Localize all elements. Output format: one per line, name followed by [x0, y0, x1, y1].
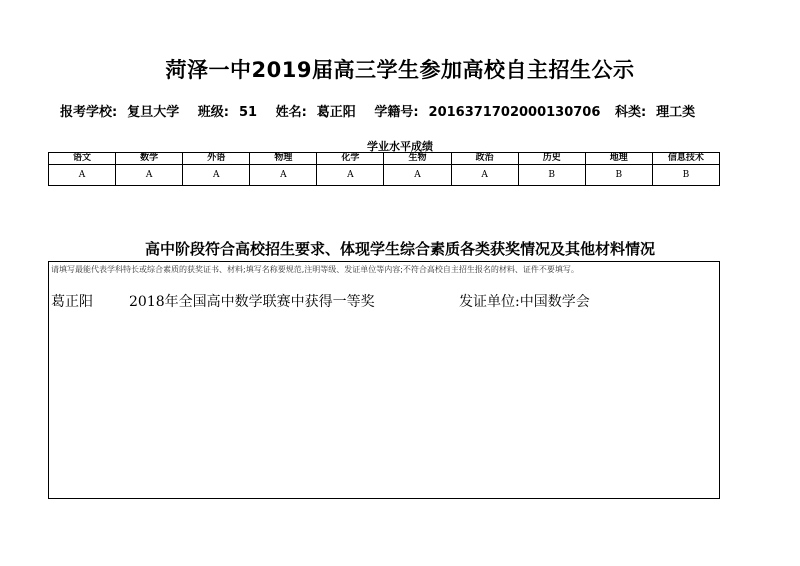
award-issuer: 发证单位:中国数学会: [459, 294, 590, 310]
name-value: 葛正阳: [316, 105, 356, 120]
score-cell: B: [652, 165, 719, 186]
subject-header: 外语: [183, 153, 250, 165]
student-id-value: 2016371702000130706: [428, 105, 601, 120]
subject-header: 地理: [585, 153, 652, 165]
score-cell: B: [585, 165, 652, 186]
award-entry: [51, 291, 590, 311]
class-label: 班级:: [197, 105, 229, 120]
score-cell: A: [116, 165, 183, 186]
name-label: 姓名:: [275, 105, 307, 120]
score-cell: A: [317, 165, 384, 186]
grades-header-row: [49, 153, 720, 165]
subject-header: 历史: [518, 153, 585, 165]
student-id-label: 学籍号:: [374, 105, 419, 120]
subject-header: 数学: [116, 153, 183, 165]
subject-header: 政治: [451, 153, 518, 165]
score-cell: A: [451, 165, 518, 186]
grades-score-row: [49, 165, 720, 186]
award-student-name: 葛正阳: [51, 294, 93, 310]
award-description: 2018年全国高中数学联赛中获得一等奖: [129, 294, 375, 310]
track-label: 科类:: [614, 105, 647, 120]
student-info-line: [60, 101, 705, 120]
score-cell: A: [49, 165, 116, 186]
grades-table: [48, 152, 720, 186]
page-title: 菏泽一中2019届高三学生参加高校自主招生公示: [165, 58, 635, 82]
awards-instruction: 请填写最能代表学科特长或综合素质的获奖证书、材料;填写名称要规范,注明等级、发证单位等内容;不符合高校自主招生报名的材料、证件不要填写。: [51, 265, 579, 274]
subject-header: 语文: [49, 153, 116, 165]
class-value: 51: [238, 105, 258, 120]
score-cell: A: [250, 165, 317, 186]
school-label: 报考学校:: [60, 105, 118, 120]
subject-header: 化学: [317, 153, 384, 165]
score-cell: A: [183, 165, 250, 186]
awards-heading: 高中阶段符合高校招生要求、体现学生综合素质各类获奖情况及其他材料情况: [144, 240, 655, 258]
grades-caption: 学业水平成绩: [367, 140, 433, 153]
score-cell: B: [518, 165, 585, 186]
subject-header: 生物: [384, 153, 451, 165]
awards-box: [48, 261, 720, 499]
subject-header: 信息技术: [652, 153, 719, 165]
subject-header: 物理: [250, 153, 317, 165]
school-value: 复旦大学: [127, 105, 180, 120]
track-value: 理工类: [656, 105, 696, 120]
score-cell: A: [384, 165, 451, 186]
